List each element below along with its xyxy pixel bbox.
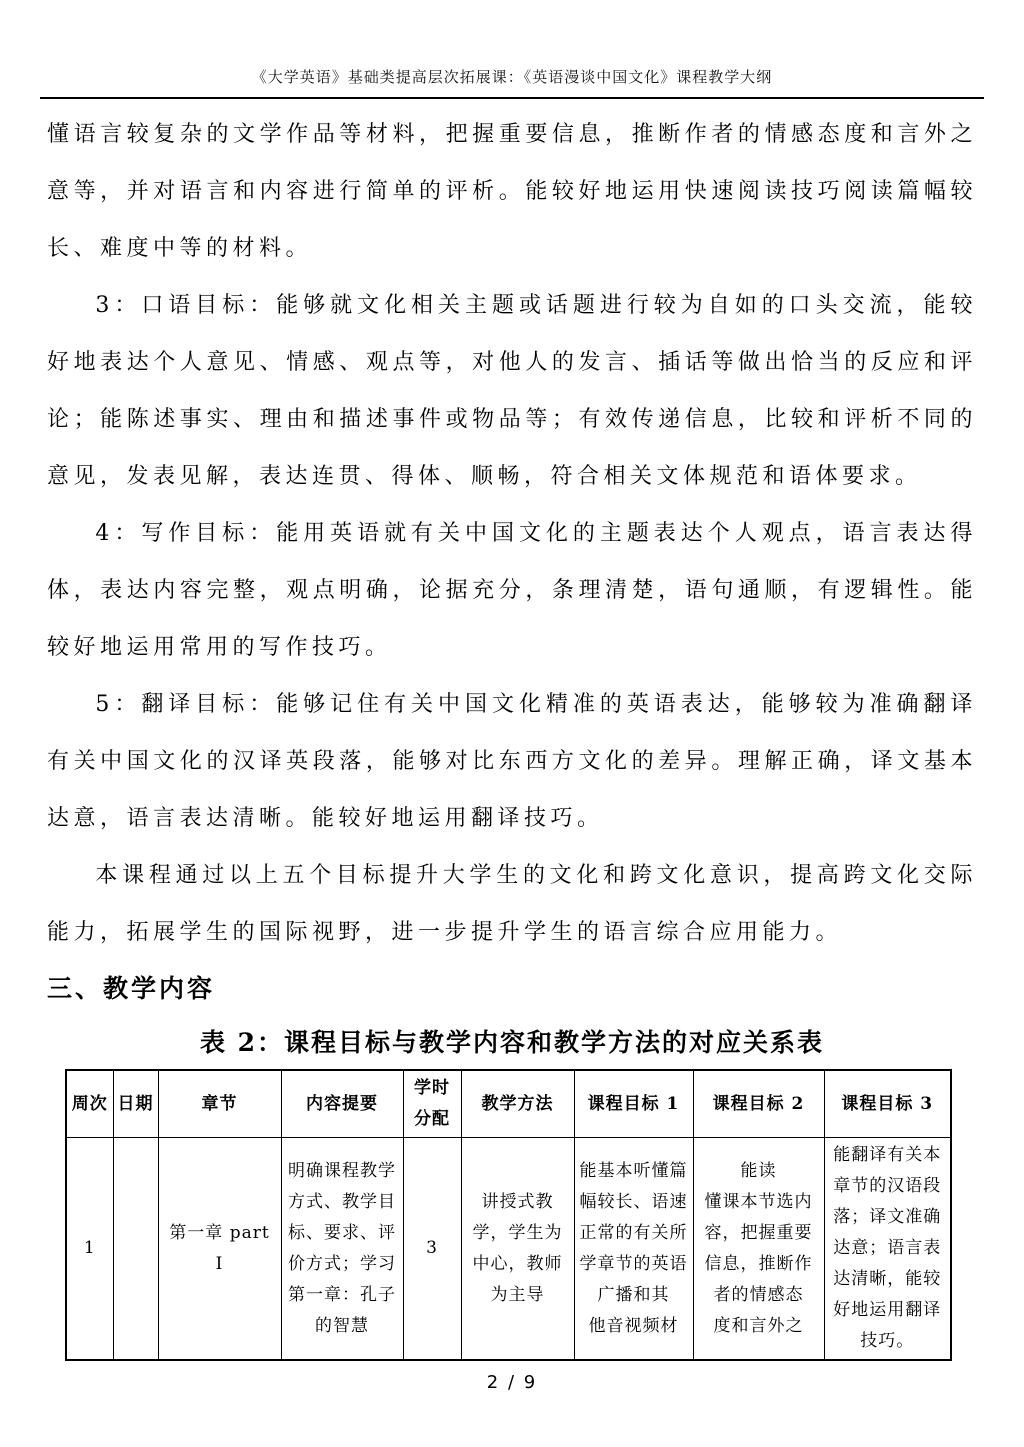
col-header-week: 周次 — [66, 1070, 113, 1138]
col-header-objective-2: 课程目标 2 — [693, 1070, 824, 1138]
cell-method: 讲授式教学，学生为中心，教师为主导 — [461, 1138, 574, 1361]
paragraph-speaking-goal: 3：口语目标：能够就文化相关主题或话题进行较为自如的口头交流，能较好地表达个人意见、情感、观点等，对他人的发言、插话等做出恰当的反应和评论；能陈述事实、理由和描述事件或物品等；有效传递信息，比较和评析不同的意见，发表见解，表达连贯、得体、顺畅，符合相关文体规范和语体要求。 — [47, 293, 977, 489]
table-title: 表 2：课程目标与教学内容和教学方法的对应关系表 — [199, 1028, 825, 1057]
cell-week: 1 — [66, 1138, 113, 1361]
col-header-objective-1: 课程目标 1 — [574, 1070, 693, 1138]
paragraph-reading-goal-continued: 懂语言较复杂的文学作品等材料，把握重要信息，推断作者的情感态度和言外之意等，并对语言和内容进行简单的评析。能较好地运用快速阅读技巧阅读篇幅较长、难度中等的材料。 — [47, 122, 977, 261]
cell-chapter: 第一章 part I — [158, 1138, 281, 1361]
col-header-objective-3: 课程目标 3 — [824, 1070, 951, 1138]
cell-hours: 3 — [403, 1138, 461, 1361]
page-content — [47, 99, 977, 1393]
cell-objective-3: 能翻译有关本章节的汉语段落；译文准确达意；语言表达清晰，能较好地运用翻译技巧。 — [824, 1138, 951, 1361]
col-header-hours: 学时分配 — [403, 1070, 461, 1138]
col-header-date: 日期 — [113, 1070, 158, 1138]
paragraph-course-summary: 本课程通过以上五个目标提升大学生的文化和跨文化意识，提高跨文化交际能力，拓展学生的国际视野，进一步提升学生的语言综合应用能力。 — [47, 863, 977, 945]
col-header-chapter: 章节 — [158, 1070, 281, 1138]
table-row — [66, 1138, 951, 1361]
cell-summary: 明确课程教学方式、教学目标、要求、评价方式；学习第一章：孔子的智慧 — [281, 1138, 403, 1361]
cell-objective-2: 能读 懂课本节选内容，把握重要信息，推断作者的情感态 度和言外之 — [693, 1138, 824, 1361]
running-header: 《大学英语》基础类提高层次拓展课：《英语漫谈中国文化》课程教学大纲 — [251, 68, 773, 86]
paragraph-writing-goal: 4：写作目标：能用英语就有关中国文化的主题表达个人观点，语言表达得体，表达内容完整，观点明确，论据充分，条理清楚，语句通顺，有逻辑性。能较好地运用常用的写作技巧。 — [47, 521, 977, 660]
col-header-method: 教学方法 — [461, 1070, 574, 1138]
section-heading-teaching-content: 三、教学内容 — [47, 974, 216, 1003]
course-objectives-table — [65, 1069, 952, 1361]
cell-objective-1: 能基本听懂篇幅较长、语速正常的有关所学章节的英语广播和其 他音视频材 — [574, 1138, 693, 1361]
cell-date — [113, 1138, 158, 1361]
col-header-summary: 内容提要 — [281, 1070, 403, 1138]
table-header-row — [66, 1070, 951, 1138]
paragraph-translation-goal: 5：翻译目标：能够记住有关中国文化精准的英语表达，能够较为准确翻译有关中国文化的汉译英段落，能够对比东西方文化的差异。理解正确，译文基本达意，语言表达清晰。能较好地运用翻译技巧。 — [47, 692, 977, 831]
page-number: 2 / 9 — [486, 1372, 538, 1393]
